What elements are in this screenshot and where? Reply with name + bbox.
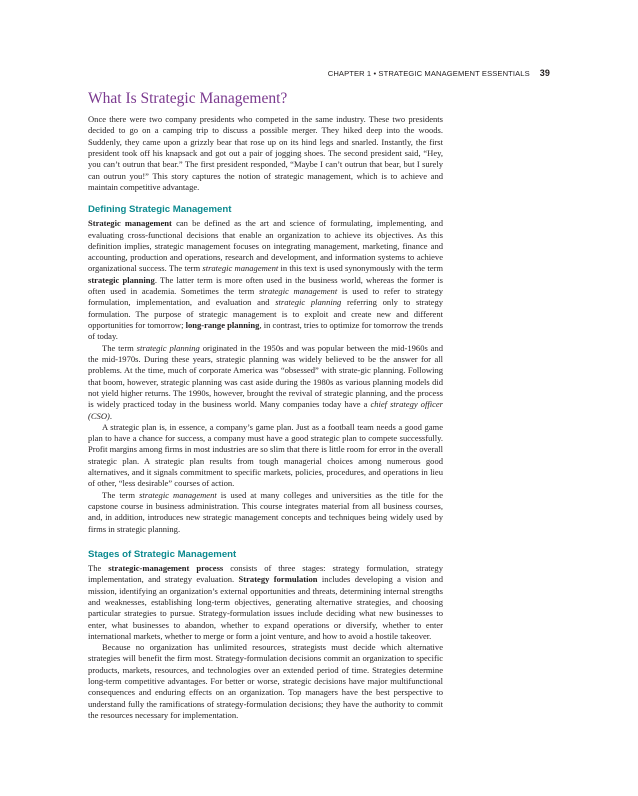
text-span: , in contrast, tries to optimize for tomorrow the trends of today. bbox=[88, 320, 444, 342]
text-span: in this text is used synonymously with the term bbox=[278, 263, 443, 274]
text-span: . The latter term is more often used in the business world, whereas the former is often used in academia. Sometimes the term bbox=[88, 274, 443, 297]
term-chief-strategy-officer: chief strategy officer (CSO) bbox=[88, 399, 443, 421]
text-span: The term bbox=[102, 489, 140, 500]
defining-paragraph-4 bbox=[88, 490, 443, 535]
text-span: referring only to strategy formulation. The purpose of strategic management is to exploit and create new and different opportunities for tomorrow; bbox=[88, 297, 444, 330]
italic-term: strategic management bbox=[202, 263, 279, 274]
running-head bbox=[328, 68, 550, 78]
section-title: What Is Strategic Management? bbox=[88, 90, 288, 107]
defining-paragraph-3: A strategic plan is, in essence, a company’s game plan. Just as a football team needs a good game plan to have a chance for success, a company must have a good strategic plan to compete successfully. Profit margins among firms in most industries are so slim that there is little room for error in the overall strategic plan. A strategic plan results from tough managerial choices among numerous good alternatives, and it signals commitment to specific markets, policies, procedures, and operations in lieu of other, “less desirable” courses of action. bbox=[88, 421, 443, 489]
text-span: The bbox=[88, 562, 109, 573]
text-span: originated in the 1950s and was popular between the mid-1960s and the mid-1970s. During these years, strategic planning was widely believed to be the answer for all problems. At the time, much of corporate America was “obsessed” with strate-gic planning. Following that boom, however, strategic planning was cast aside during the 1980s as various planning models did not yield higher returns. The 1990s, however, brought the revival of strategic planning, and the process is widely practiced today in the business world. Many companies today have a bbox=[88, 342, 443, 410]
chapter-label: CHAPTER 1 • STRATEGIC MANAGEMENT ESSENTIALS bbox=[327, 69, 530, 78]
stages-paragraph-2: Because no organization has unlimited resources, strategists must decide which alternative strategies will benefit the firm most. Strategy-formulation decisions commit an organization to specific products, markets, resources, and technologies over an extended period of time. Strategies determine long-term competitive advantages. For better or worse, strategic decisions have major multifunctional consequences and enduring effects on an organization. Top managers have the best perspective to understand fully the ramifications of strategy-formulation decisions; they have the authority to commit the resources necessary for implementation. bbox=[88, 642, 443, 720]
term-strategic-management: Strategic management bbox=[88, 218, 172, 229]
text-span: The term bbox=[102, 342, 137, 353]
term-strategic-management-process: strategic-management process bbox=[108, 562, 224, 573]
page-number: 39 bbox=[539, 68, 550, 78]
text-span: includes developing a vision and mission, identifying an organization’s external opportunities and threats, determining internal strengths and weaknesses, establishing long-term objectives, generating alternative strategies, and choosing particular strategies to pursue. Strategy-formulation issues include deciding what new businesses to enter, what businesses to abandon, whether to expand operations or diversify, whether to enter international markets, whether to merge or form a joint venture, and how to avoid a hostile takeover. bbox=[88, 574, 443, 641]
italic-term: strategic planning bbox=[275, 297, 342, 308]
page-body bbox=[88, 90, 443, 721]
term-strategic-planning: strategic planning bbox=[88, 274, 155, 285]
stages-paragraph-1 bbox=[88, 563, 443, 642]
term-strategy-formulation: Strategy formulation bbox=[238, 574, 318, 585]
defining-heading: Defining Strategic Management bbox=[88, 204, 232, 216]
italic-term: strategic planning bbox=[136, 342, 200, 353]
italic-term: strategic management bbox=[139, 489, 217, 500]
defining-paragraph-1 bbox=[88, 218, 443, 342]
text-span: is used to refer to strategy formulation, implementation, and evaluation and bbox=[88, 286, 443, 308]
text-span: consists of three stages: strategy formulation, strategy implementation, and strategy evaluation. bbox=[88, 562, 443, 585]
text-span: . bbox=[109, 410, 112, 421]
intro-paragraph: Once there were two company presidents who competed in the same industry. These two presidents decided to go on a camping trip to discuss a possible merger. They hiked deep into the woods. Suddenly, they came upon a grizzly bear that rose up on its hind legs and snarled. Instantly, the first president took off his knapsack and got out a pair of jogging shoes. The second president said, “Hey, you can’t outrun that bear.” The first president responded, “Maybe I can’t outrun that bear, but I surely can outrun you!” This story captures the notion of strategic management, which is to achieve and maintain competitive advantage. bbox=[88, 114, 443, 192]
stages-heading: Stages of Strategic Management bbox=[88, 548, 237, 560]
defining-paragraph-2 bbox=[88, 343, 443, 422]
text-span: can be defined as the art and science of formulating, implementing, and evaluating cross-functional decisions that enable an organization to achieve its objectives. As this definition implies, strategic management focuses on integrating management, marketing, finance and accounting, production and operations, research and development, and information systems to achieve organizational success. The term bbox=[88, 218, 443, 274]
text-span: is used at many colleges and universities as the title for the capstone course in business administration. This course integrates material from all business courses, and, in addition, introduces new strategic management concepts and techniques being widely used by firms in strategic planning. bbox=[88, 489, 443, 534]
term-long-range-planning: long-range planning bbox=[185, 320, 260, 330]
italic-term: strategic management bbox=[258, 286, 338, 297]
